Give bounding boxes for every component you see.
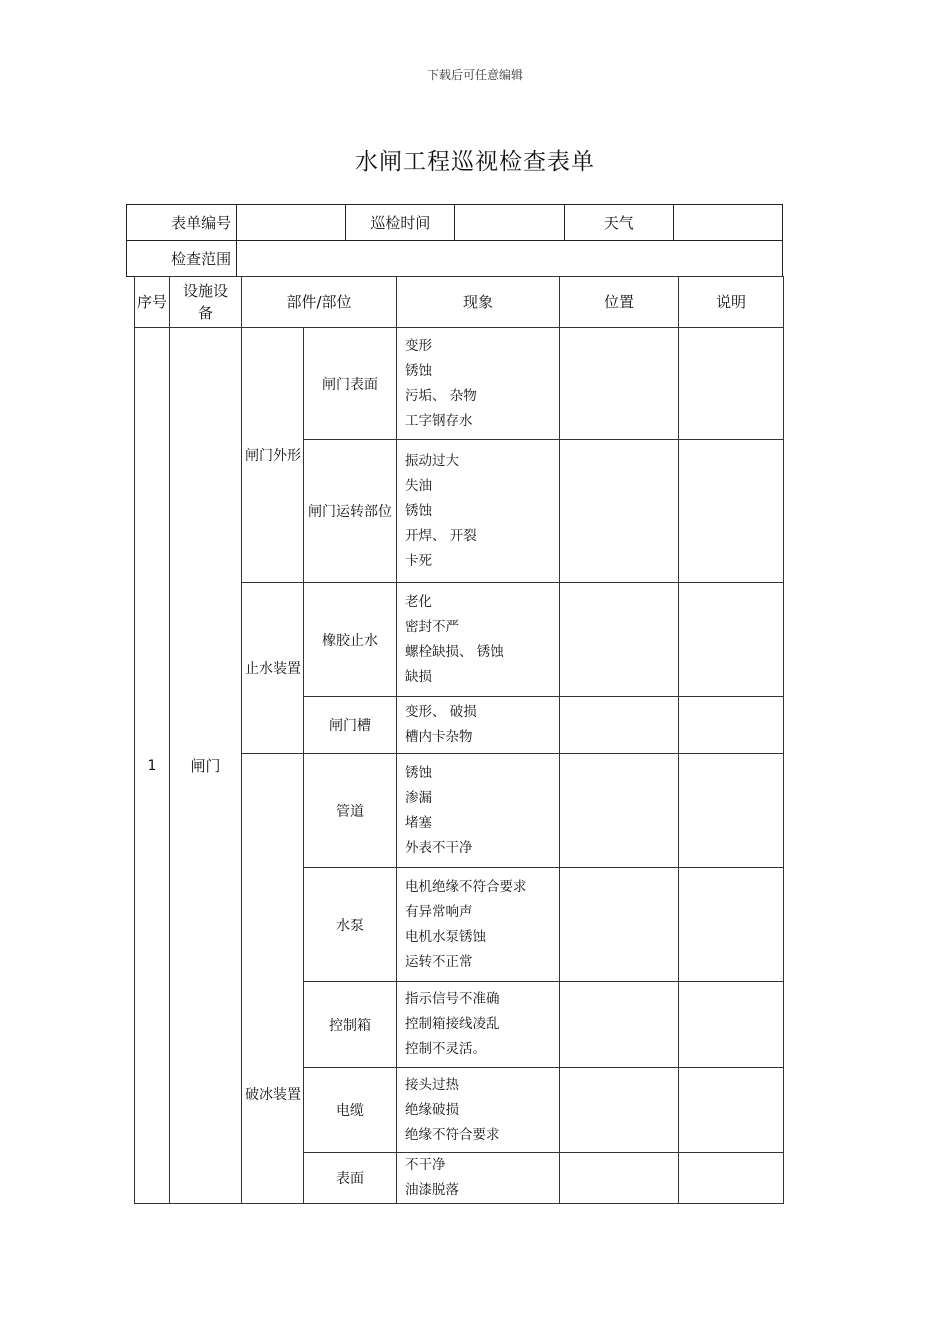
location-cell[interactable] <box>560 440 679 583</box>
location-cell[interactable] <box>560 583 679 697</box>
phenomenon-item: 不干净 <box>405 1157 446 1173</box>
seq-header: 序号 <box>135 277 170 328</box>
phenomenon-item: 渗漏 <box>405 789 432 806</box>
weather-label: 天气 <box>564 205 673 241</box>
facility-header-line2: 备 <box>197 304 213 322</box>
weather-field[interactable] <box>673 205 782 241</box>
location-cell[interactable] <box>560 868 679 982</box>
remark-cell[interactable] <box>679 754 784 868</box>
phenomenon-item: 锈蚀 <box>405 764 432 781</box>
row-facility: 闸门 <box>170 328 242 1204</box>
form-info-table <box>126 204 783 277</box>
phenomenon-item: 油漆脱落 <box>405 1182 459 1198</box>
phenomenon-item: 堵塞 <box>405 814 432 831</box>
remark-cell[interactable] <box>679 868 784 982</box>
phenomenon-list <box>397 697 560 754</box>
phenomenon-item: 锈蚀 <box>405 362 432 379</box>
row-seq: 1 <box>135 328 170 1204</box>
phenomenon-list <box>397 868 560 982</box>
phenomenon-item: 卡死 <box>405 552 432 569</box>
location-cell[interactable] <box>560 1153 679 1204</box>
phenomenon-list <box>397 982 560 1068</box>
part-name: 闸门表面 <box>304 328 397 440</box>
part-name: 控制箱 <box>304 982 397 1068</box>
remark-cell[interactable] <box>679 1153 784 1204</box>
phenomenon-item: 有异常响声 <box>405 903 473 920</box>
location-cell[interactable] <box>560 697 679 754</box>
part-name: 闸门运转部位 <box>304 440 397 583</box>
phenomenon-item: 运转不正常 <box>405 953 473 970</box>
section-water-stop: 止水装置 <box>242 583 304 754</box>
location-cell[interactable] <box>560 982 679 1068</box>
section-gate-shape: 闸门外形 <box>242 328 304 583</box>
location-cell[interactable] <box>560 754 679 868</box>
scope-label: 检查范围 <box>127 241 237 277</box>
phenomenon-item: 老化 <box>405 593 432 610</box>
section-ice-breaking: 破冰装置 <box>242 754 304 1204</box>
phenomenon-item: 密封不严 <box>405 618 459 635</box>
phenomenon-item: 控制箱接线凌乱 <box>405 1016 500 1032</box>
part-name: 电缆 <box>304 1068 397 1153</box>
phenomenon-list <box>397 1068 560 1153</box>
phenomenon-item: 变形 <box>405 337 432 354</box>
scope-field[interactable] <box>237 241 783 277</box>
phenomenon-item: 污垢、 杂物 <box>405 387 477 404</box>
document-title: 水闸工程巡视检查表单 <box>355 149 595 175</box>
inspection-table <box>134 276 784 1204</box>
location-cell[interactable] <box>560 1068 679 1153</box>
remark-cell[interactable] <box>679 697 784 754</box>
phenomenon-list <box>397 328 560 440</box>
phenomenon-header: 现象 <box>397 277 560 328</box>
phenomenon-item: 锈蚀 <box>405 502 432 519</box>
patrol-time-field[interactable] <box>455 205 564 241</box>
table-row <box>135 328 784 440</box>
facility-header-line1: 设施设 <box>182 282 228 300</box>
remark-cell[interactable] <box>679 982 784 1068</box>
phenomenon-item: 绝缘不符合要求 <box>405 1126 500 1143</box>
phenomenon-item: 电机绝缘不符合要求 <box>405 878 527 895</box>
phenomenon-item: 绝缘破损 <box>405 1101 459 1118</box>
part-name: 橡胶止水 <box>304 583 397 697</box>
phenomenon-list <box>397 754 560 868</box>
part-name: 闸门槽 <box>304 697 397 754</box>
remark-header: 说明 <box>679 277 784 328</box>
phenomenon-item: 工字钢存水 <box>405 412 473 429</box>
phenomenon-item: 指示信号不准确 <box>405 991 500 1007</box>
part-name: 表面 <box>304 1153 397 1204</box>
remark-cell[interactable] <box>679 440 784 583</box>
part-name: 水泵 <box>304 868 397 982</box>
phenomenon-item: 控制不灵活。 <box>405 1041 486 1057</box>
phenomenon-list <box>397 583 560 697</box>
patrol-time-label: 巡检时间 <box>346 205 455 241</box>
phenomenon-item: 振动过大 <box>405 452 459 469</box>
phenomenon-item: 槽内卡杂物 <box>405 729 473 745</box>
location-cell[interactable] <box>560 328 679 440</box>
phenomenon-item: 失油 <box>405 477 432 494</box>
phenomenon-item: 开焊、 开裂 <box>405 527 477 544</box>
part-name: 管道 <box>304 754 397 868</box>
phenomenon-item: 螺栓缺损、 锈蚀 <box>405 643 504 660</box>
remark-cell[interactable] <box>679 1068 784 1153</box>
remark-cell[interactable] <box>679 583 784 697</box>
phenomenon-item: 电机水泵锈蚀 <box>405 928 486 945</box>
phenomenon-list <box>397 440 560 583</box>
table-header-row <box>135 277 784 328</box>
phenomenon-list <box>397 1153 560 1204</box>
header-note: 下载后可任意编辑 <box>426 68 523 82</box>
phenomenon-item: 接头过热 <box>405 1076 459 1093</box>
part-header: 部件/部位 <box>242 277 397 328</box>
remark-cell[interactable] <box>679 328 784 440</box>
phenomenon-item: 外表不干净 <box>405 839 473 856</box>
form-no-field[interactable] <box>237 205 346 241</box>
location-header: 位置 <box>560 277 679 328</box>
form-no-label: 表单编号 <box>127 205 237 241</box>
facility-header <box>170 277 242 328</box>
phenomenon-item: 缺损 <box>405 668 432 685</box>
phenomenon-item: 变形、 破损 <box>405 704 477 720</box>
